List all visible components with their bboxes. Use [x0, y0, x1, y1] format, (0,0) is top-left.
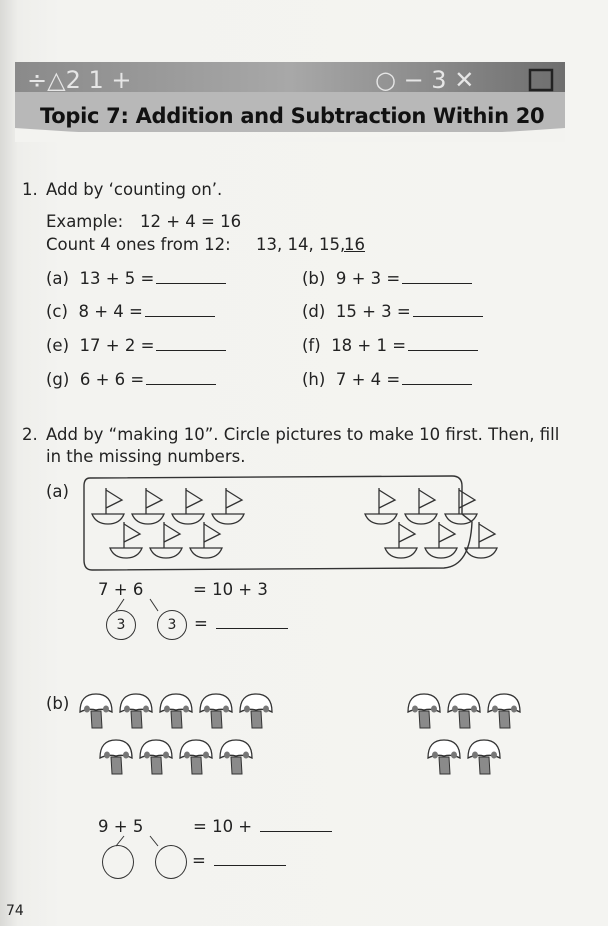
q1-example-label: Example:	[46, 212, 124, 231]
mushroom-icon[interactable]	[200, 694, 232, 728]
q2b-result-line	[192, 851, 286, 870]
q2b-mushrooms-picture	[78, 688, 558, 788]
q1-item-c	[46, 302, 215, 321]
mushroom-icon[interactable]	[160, 694, 192, 728]
sailboat-icon[interactable]	[92, 488, 124, 524]
sailboat-icon[interactable]	[385, 522, 417, 558]
sailboat-icon[interactable]	[445, 488, 477, 524]
answer-blank[interactable]	[408, 336, 478, 351]
sailboat-icon[interactable]	[110, 522, 142, 558]
page-number: 74	[6, 903, 24, 919]
mushroom-icon[interactable]	[100, 740, 132, 774]
sailboat-icon[interactable]	[172, 488, 204, 524]
q2b-label: (b)	[46, 694, 70, 713]
mushroom-icon[interactable]	[180, 740, 212, 774]
sailboat-icon[interactable]	[365, 488, 397, 524]
q1-item-g	[46, 370, 216, 389]
mushroom-icon[interactable]	[468, 740, 500, 774]
sailboat-icon[interactable]	[425, 522, 457, 558]
answer-blank[interactable]	[146, 370, 216, 385]
item-expression: 7 + 4 =	[335, 370, 401, 389]
item-expression: 18 + 1 =	[331, 336, 407, 355]
sailboat-icon[interactable]	[132, 488, 164, 524]
q2a-eq-right: = 10 + 3	[193, 580, 268, 599]
q1-item-e	[46, 336, 226, 355]
q2a-split-circle-1[interactable]: 3	[106, 610, 136, 640]
q2-instruction-line2: in the missing numbers.	[46, 447, 246, 466]
item-expression: 13 + 5 =	[79, 269, 155, 288]
q2-instruction-line1: Add by “making 10”. Circle pictures to make 10 first. Then, fill	[46, 425, 560, 444]
q1-number: 1.	[22, 180, 38, 199]
item-label: (h)	[302, 370, 326, 389]
sailboat-icon[interactable]	[405, 488, 437, 524]
answer-blank[interactable]	[214, 851, 286, 866]
mushroom-icon[interactable]	[428, 740, 460, 774]
q2-number: 2.	[22, 425, 38, 444]
q1-count-answer: 16	[344, 235, 365, 254]
q2b-eq-right-line	[193, 817, 332, 836]
answer-blank[interactable]	[413, 302, 483, 317]
item-label: (d)	[302, 302, 326, 321]
equals-sign: =	[194, 614, 208, 633]
mushroom-icon[interactable]	[140, 740, 172, 774]
mushroom-icon[interactable]	[80, 694, 112, 728]
q2b-eq-right: = 10 +	[193, 817, 253, 836]
q1-count-sequence: 13, 14, 15,	[256, 235, 346, 254]
q2b-split-circle-1[interactable]	[102, 845, 134, 879]
q1-item-d	[302, 302, 483, 321]
answer-blank[interactable]	[156, 269, 226, 284]
q1-item-a	[46, 269, 226, 288]
item-label: (b)	[302, 269, 326, 288]
answer-blank[interactable]	[156, 336, 226, 351]
item-label: (g)	[46, 370, 70, 389]
answer-blank[interactable]	[145, 302, 215, 317]
sailboat-icon[interactable]	[190, 522, 222, 558]
q1-instruction: Add by ‘counting on’.	[46, 180, 223, 199]
sailboat-icon[interactable]	[212, 488, 244, 524]
q2a-label: (a)	[46, 482, 69, 501]
q2a-result-line	[194, 614, 288, 633]
item-expression: 15 + 3 =	[335, 302, 411, 321]
mushroom-icon[interactable]	[120, 694, 152, 728]
q2b-split-circle-2[interactable]	[155, 845, 187, 879]
item-expression: 17 + 2 =	[79, 336, 155, 355]
topic-title: Topic 7: Addition and Subtraction Within 20	[40, 104, 545, 128]
sailboat-icon[interactable]	[150, 522, 182, 558]
q2a-split-circle-2[interactable]: 3	[157, 610, 187, 640]
item-label: (f)	[302, 336, 321, 355]
answer-blank[interactable]	[402, 269, 472, 284]
q2a-eq-left: 7 + 6	[98, 580, 144, 599]
mushroom-icon[interactable]	[448, 694, 480, 728]
item-label: (a)	[46, 269, 69, 288]
item-label: (c)	[46, 302, 68, 321]
q1-count-text: Count 4 ones from 12:	[46, 235, 231, 254]
item-expression: 9 + 3 =	[335, 269, 401, 288]
item-expression: 8 + 4 =	[78, 302, 143, 321]
topic-banner	[15, 62, 565, 142]
q1-item-h	[302, 370, 472, 389]
banner-decor-symbols-left: ÷△2 1 +	[27, 66, 132, 94]
item-expression: 6 + 6 =	[79, 370, 145, 389]
answer-blank[interactable]	[216, 614, 288, 629]
answer-blank[interactable]	[260, 817, 332, 832]
banner-decor-symbols-right: ○ − 3 ✕	[375, 66, 475, 94]
q1-item-f	[302, 336, 478, 355]
q1-example-equation: 12 + 4 = 16	[140, 212, 242, 231]
q2b-eq-left: 9 + 5	[98, 817, 144, 836]
q2a-boats-picture	[80, 470, 530, 580]
mushroom-icon[interactable]	[408, 694, 440, 728]
item-label: (e)	[46, 336, 70, 355]
mushroom-icon[interactable]	[220, 740, 252, 774]
equals-sign: =	[192, 851, 206, 870]
answer-blank[interactable]	[402, 370, 472, 385]
q1-item-b	[302, 269, 472, 288]
mushroom-icon[interactable]	[240, 694, 272, 728]
mushroom-icon[interactable]	[488, 694, 520, 728]
